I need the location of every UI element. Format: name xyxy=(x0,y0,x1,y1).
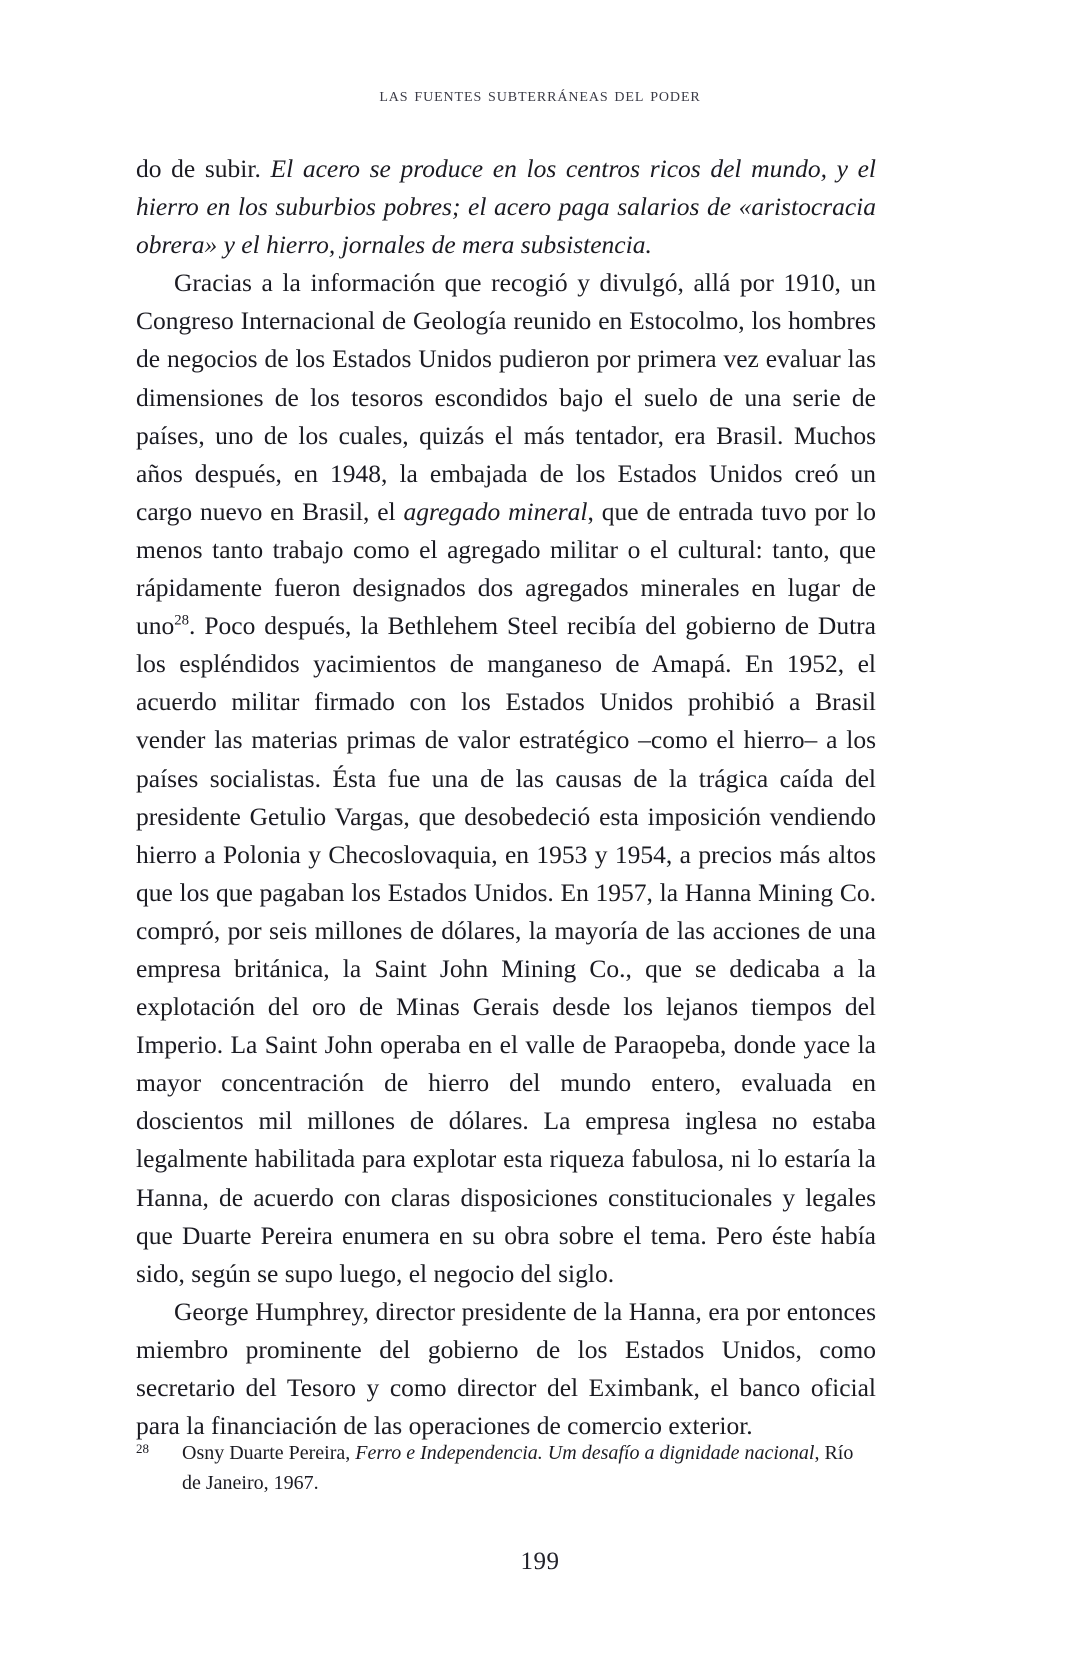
footnote-number: 28 xyxy=(136,1441,149,1456)
running-head: las fuentes subterráneas del poder xyxy=(379,84,701,106)
quoted-italic-passage: El acero se produce en los centros ricos del mundo, y el hierro en los suburbios pobres; el acero paga salarios de «aristocracia obrera» y el hierro, jornales de mera subsistencia. xyxy=(136,154,876,260)
footnote-publication: , Río de Janeiro, 1967. xyxy=(182,1442,854,1494)
paragraph-humphrey-text: George Humphrey, director presidente de la Hanna, era por entonces miembro prominente del gobierno de los Estados Unidos, como secretario del Tesoro y como director del Eximbank, el banco oficial para la financiación de las operaciones de comercio exterior. xyxy=(136,1296,876,1441)
footnote-item xyxy=(136,1438,876,1498)
paragraph-main xyxy=(136,264,876,1293)
paragraph-main-part-1: Gracias a la información que recogió y divulgó, allá por 1910, un Congreso Internacional de Geología reunido en Estocolmo, los hombres de negocios de los Estados Unidos pudieron por primera vez evaluar las dimensiones de los tesoros escondidos bajo el suelo de una serie de países, uno de los cuales, quizás el más tentador, era Brasil. Muchos años después, en 1948, la embajada de los Estados Unidos creó un cargo nuevo en Brasil, el xyxy=(136,268,876,526)
footnote-author: Osny Duarte Pereira, xyxy=(182,1442,356,1464)
term-agregado-mineral: agregado mineral xyxy=(403,496,588,526)
page-number: 199 xyxy=(520,1548,560,1575)
footnote-title: Ferro e Independencia. Um desafío a dignidade nacional xyxy=(355,1442,815,1464)
paragraph-continuation xyxy=(136,150,876,264)
paragraph-main-part-2: , que de entrada tuvo por lo menos tanto trabajo como el agregado militar o el cultural: tanto, que rápidamente fueron designados dos agregados minerales en lugar de uno xyxy=(136,496,877,641)
paragraph-humphrey xyxy=(136,1293,876,1445)
paragraph-main-part-3: . Poco después, la Bethlehem Steel recibía del gobierno de Dutra los espléndidos yacimientos de manganeso de Amapá. En 1952, el acuerdo militar firmado con los Estados Unidos prohibió a Brasil vender las materias primas de valor estratégico –como el hierro– a los países socialistas. Ésta fue una de las causas de la trágica caída del presidente Getulio Vargas, que desobedeció esta imposición vendiendo hierro a Polonia y Checoslovaquia, en 1953 y 1954, a precios más altos que los que pagaban los Estados Unidos. En 1957, la Hanna Mining Co. compró, por seis millones de dólares, la mayoría de las acciones de una empresa británica, la Saint John Mining Co., que se dedicaba a la explotación del oro de Minas Gerais desde los lejanos tiempos del Imperio. La Saint John operaba en el valle de Paraopeba, donde yace la mayor concentración de hierro del mundo entero, evaluada en doscientos mil millones de dólares. La empresa inglesa no estaba legalmente habilitada para explotar esta riqueza fabulosa, ni lo estaría la Hanna, de acuerdo con claras disposiciones constitucionales y legales que Duarte Pereira enumera en su obra sobre el tema. Pero éste había sido, según se supo luego, el negocio del siglo. xyxy=(136,611,876,1288)
paragraph-lead-text: do de subir. xyxy=(136,154,271,183)
text-column xyxy=(136,150,876,1445)
footnote-area xyxy=(136,1438,876,1498)
footnote-reference-28[interactable]: 28 xyxy=(174,612,190,629)
